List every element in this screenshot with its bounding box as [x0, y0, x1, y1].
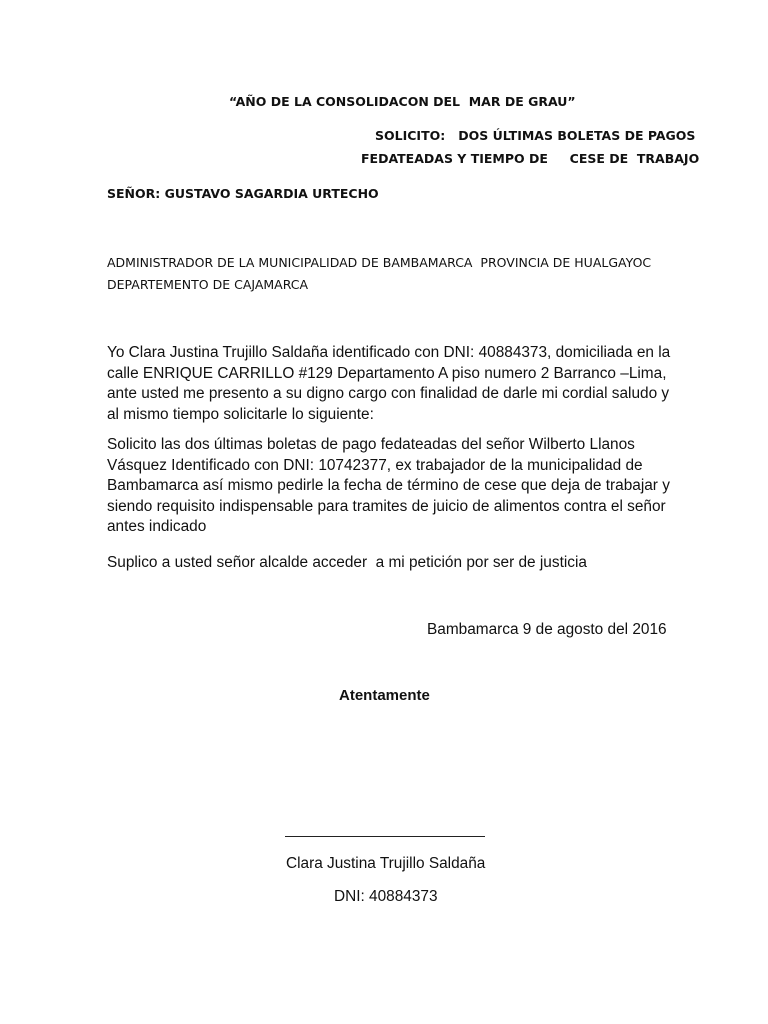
addressee-role-line-1: ADMINISTRADOR DE LA MUNICIPALIDAD DE BAMBAMARCA PROVINCIA DE HUALGAYOC: [107, 255, 652, 270]
signature-line: [285, 836, 485, 837]
paragraph-line: Suplico a usted señor alcalde acceder a mi petición por ser de justicia: [107, 554, 587, 571]
addressee: SEÑOR: GUSTAVO SAGARDIA URTECHO: [107, 186, 379, 201]
solicito-line-2: FEDATEADAS Y TIEMPO DE CESE DE TRABAJO: [361, 151, 700, 166]
closing-salutation: Atentamente: [339, 687, 430, 704]
paragraph-line: antes indicado: [107, 518, 207, 535]
year-motto: “AÑO DE LA CONSOLIDACON DEL MAR DE GRAU”: [229, 94, 576, 109]
paragraph-line: al mismo tiempo solicitarle lo siguiente:: [107, 405, 374, 423]
signer-dni: DNI: 40884373: [334, 888, 438, 905]
paragraph-line: Bambamarca así mismo pedirle la fecha de término de cese que deja de trabajar y: [107, 477, 670, 494]
paragraph-line: Yo Clara Justina Trujillo Saldaña identificado con DNI: 40884373, domiciliada en la: [107, 344, 671, 361]
paragraph-line: ante usted me presento a su digno cargo con finalidad de darle mi cordial saludo y: [107, 385, 670, 402]
paragraph-line: siendo requisito indispensable para tramites de juicio de alimentos contra el señor: [107, 497, 666, 515]
paragraph-line: Vásquez Identificado con DNI: 10742377, ex trabajador de la municipalidad de: [107, 456, 643, 474]
paragraph-request: [107, 435, 670, 538]
solicito-line-1: SOLICITO: DOS ÚLTIMAS BOLETAS DE PAGOS: [375, 128, 696, 143]
place-and-date: Bambamarca 9 de agosto del 2016: [427, 621, 667, 638]
paragraph-introduction: [107, 343, 671, 425]
paragraph-line: Solicito las dos últimas boletas de pago fedateadas del señor Wilberto Llanos: [107, 436, 635, 453]
addressee-role-line-2: DEPARTEMENTO DE CAJAMARCA: [107, 277, 309, 292]
paragraph-line: calle ENRIQUE CARRILLO #129 Departamento A piso numero 2 Barranco –Lima,: [107, 364, 667, 382]
paragraph-plea: [107, 553, 662, 574]
signer-name: Clara Justina Trujillo Saldaña: [286, 855, 486, 872]
